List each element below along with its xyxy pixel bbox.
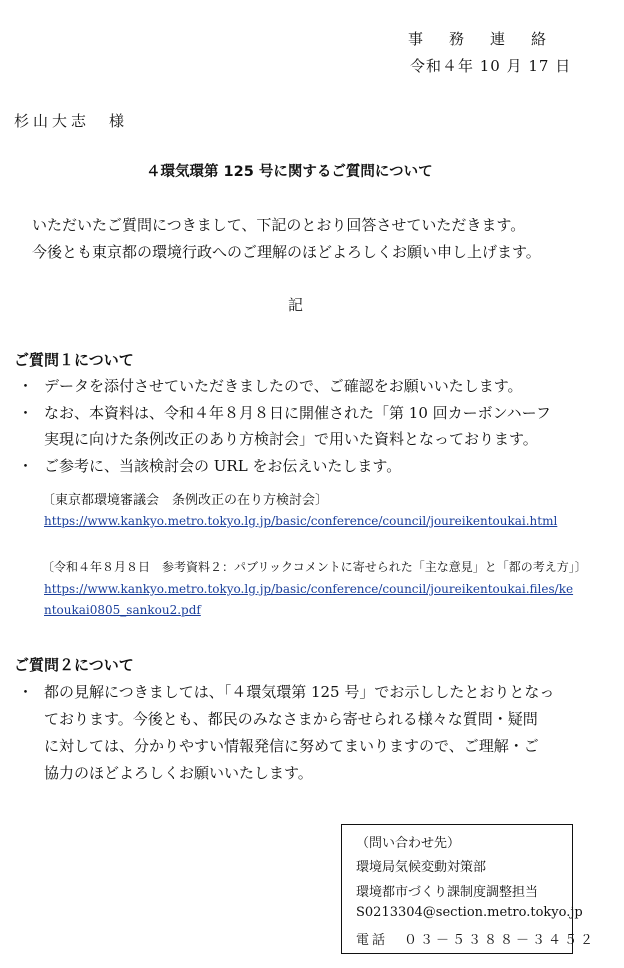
contact-phone: 電話 ０３－５３８８－３４５２ [356, 933, 597, 948]
document-type-label: 事務連絡 [408, 30, 573, 48]
q1-bullet-3: ご参考に、当該検討会の URL をお伝えいたします。 [44, 457, 402, 475]
contact-email[interactable]: S0213304@section.metro.tokyo.jp [356, 905, 583, 920]
contact-title: （問い合わせ先） [356, 836, 461, 851]
q2-answer-line-2: ております。今後とも、都民のみなさまから寄せられる様々な質問・疑問 [44, 710, 538, 728]
bullet-marker: ・ [18, 683, 34, 701]
document-date: 令和４年 10 月 17 日 [410, 57, 572, 75]
reference-2-link-continuation[interactable]: ntoukai0805_sankou2.pdf [44, 603, 201, 617]
contact-department: 環境局気候変動対策部 [356, 860, 487, 875]
q2-answer-line-1: 都の見解につきましては、「４環気環第 125 号」でお示ししたとおりとなっ [44, 683, 555, 701]
q1-bullet-2: なお、本資料は、令和４年８月８日に開催された「第 10 回カーボンハーフ [44, 404, 551, 422]
reference-2-link[interactable]: https://www.kankyo.metro.tokyo.lg.jp/basic/conference/council/joureikentoukai.files/ke [44, 582, 574, 596]
question-2-heading: ご質問２について [14, 656, 134, 674]
reference-1-link[interactable]: https://www.kankyo.metro.tokyo.lg.jp/basic/conference/council/joureikentoukai.html [44, 514, 558, 528]
bullet-marker: ・ [18, 377, 34, 395]
reference-1-label: 〔東京都環境審議会 条例改正の在り方検討会〕 [42, 493, 329, 508]
question-1-heading: ご質問１について [14, 351, 134, 369]
q1-bullet-2-continuation: 実現に向けた条例改正のあり方検討会」で用いた資料となっております。 [44, 430, 538, 448]
addressee: 杉山大志 様 [14, 112, 129, 130]
q1-bullet-1: データを添付させていただきましたので、ご確認をお願いいたします。 [44, 377, 523, 395]
bullet-marker: ・ [18, 404, 34, 422]
contact-box [341, 824, 597, 954]
intro-line-1: いただいたご質問につきまして、下記のとおり回答させていただきます。 [32, 216, 526, 234]
document-title: ４環気環第 125 号に関するご質問について [146, 164, 433, 180]
intro-line-2: 今後とも東京都の環境行政へのご理解のほどよろしくお願い申し上げます。 [32, 243, 541, 261]
q2-answer-line-3: に対しては、分かりやすい情報発信に努めてまいりますので、ご理解・ご [44, 737, 539, 755]
contact-section: 環境都市づくり課制度調整担当 [356, 885, 539, 900]
reference-2-label: 〔令和４年８月８日 参考資料２：パブリックコメントに寄せられた「主な意見」と「都の考え方」〕 [42, 560, 587, 574]
bullet-marker: ・ [18, 457, 34, 475]
ki-marker: 記 [288, 296, 304, 314]
q2-answer-line-4: 協力のほどよろしくお願いいたします。 [44, 764, 313, 782]
